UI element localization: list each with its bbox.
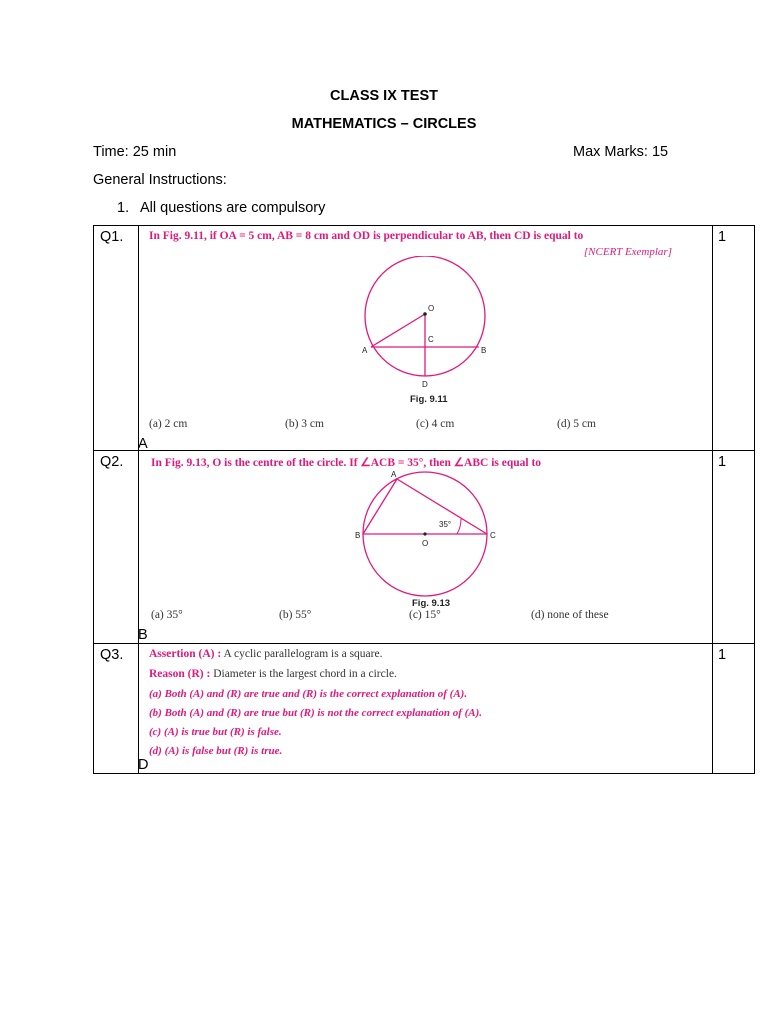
question-row-1: [94, 226, 755, 451]
answer-3: D: [138, 757, 149, 773]
label-a: A: [362, 346, 368, 355]
question-body-1: [139, 226, 713, 451]
label-o-2: O: [422, 539, 429, 548]
test-title: CLASS IX TEST: [330, 88, 438, 104]
question-row-2: [94, 451, 755, 644]
question-text-1: In Fig. 9.11, if OA = 5 cm, AB = 8 cm and OD is perpendicular to AB, then CD is equal to: [149, 230, 584, 242]
figure-caption-1: Fig. 9.11: [410, 394, 448, 405]
instruction-number: 1.: [117, 200, 130, 216]
option-c-1: (c) 4 cm: [416, 418, 455, 430]
figure-9-11: [315, 256, 515, 406]
label-b: B: [481, 346, 487, 355]
questions-table: [93, 225, 755, 774]
label-o: O: [428, 304, 435, 313]
question-number-1: Q1.: [94, 226, 139, 451]
question-body-2: [139, 451, 713, 644]
question-source-1: [NCERT Exemplar]: [583, 246, 672, 258]
option-c-3: (c) (A) is true but (R) is false.: [149, 726, 282, 738]
question-marks-3: 1: [713, 644, 755, 774]
option-a-1: (a) 2 cm: [149, 418, 188, 430]
figure-caption-2: Fig. 9.13: [412, 598, 451, 609]
instruction-1: All questions are compulsory: [140, 200, 326, 216]
option-d-2: (d) none of these: [531, 609, 609, 621]
center-point: [423, 312, 427, 316]
answer-1: A: [138, 436, 148, 452]
assertion-line: [149, 648, 382, 660]
option-d-1: (d) 5 cm: [557, 418, 596, 430]
question-number-2-text: Q2.: [100, 454, 124, 470]
label-b-2: B: [355, 531, 361, 540]
option-c-2: (c) 15°: [409, 609, 441, 621]
option-d-3: (d) (A) is false but (R) is true.: [149, 745, 283, 757]
reason-line: [149, 668, 397, 680]
option-a-2: (a) 35°: [151, 609, 183, 621]
question-number-2: [94, 451, 139, 644]
center-point-2: [423, 532, 426, 535]
time-label: Time: 25 min: [93, 144, 177, 160]
angle-arc: [457, 519, 461, 534]
reason-label: Reason (R) :: [149, 668, 211, 680]
label-c: C: [428, 335, 434, 344]
subject-title: MATHEMATICS – CIRCLES: [291, 116, 477, 132]
chord-ba: [363, 479, 397, 534]
option-b-1: (b) 3 cm: [285, 418, 324, 430]
label-a-2: A: [391, 470, 397, 479]
question-number-3: Q3.: [94, 644, 139, 774]
label-angle: 35°: [439, 520, 452, 529]
general-instructions-label: General Instructions:: [93, 172, 227, 188]
option-a-3: (a) Both (A) and (R) are true and (R) is the correct explanation of (A).: [149, 688, 468, 700]
answer-2: B: [138, 627, 148, 643]
question-body-3: [139, 644, 713, 774]
question-marks-2: 1: [713, 451, 755, 644]
option-b-2: (b) 55°: [279, 609, 312, 621]
question-marks-1: 1: [713, 226, 755, 451]
question-text-2: In Fig. 9.13, O is the centre of the circle. If ∠ACB = 35°, then ∠ABC is equal to: [151, 457, 542, 469]
radius-oa: [371, 314, 425, 347]
max-marks-label: Max Marks: 15: [573, 144, 669, 160]
figure-9-13: [315, 469, 515, 609]
question-row-3: [94, 644, 755, 774]
label-d: D: [422, 380, 428, 389]
label-c-2: C: [490, 531, 496, 540]
assertion-text: A cyclic parallelogram is a square.: [223, 648, 383, 660]
assertion-label: Assertion (A) :: [149, 648, 222, 660]
option-b-3: (b) Both (A) and (R) are true but (R) is not the correct explanation of (A).: [149, 707, 483, 719]
reason-text: Diameter is the largest chord in a circle.: [213, 668, 397, 680]
